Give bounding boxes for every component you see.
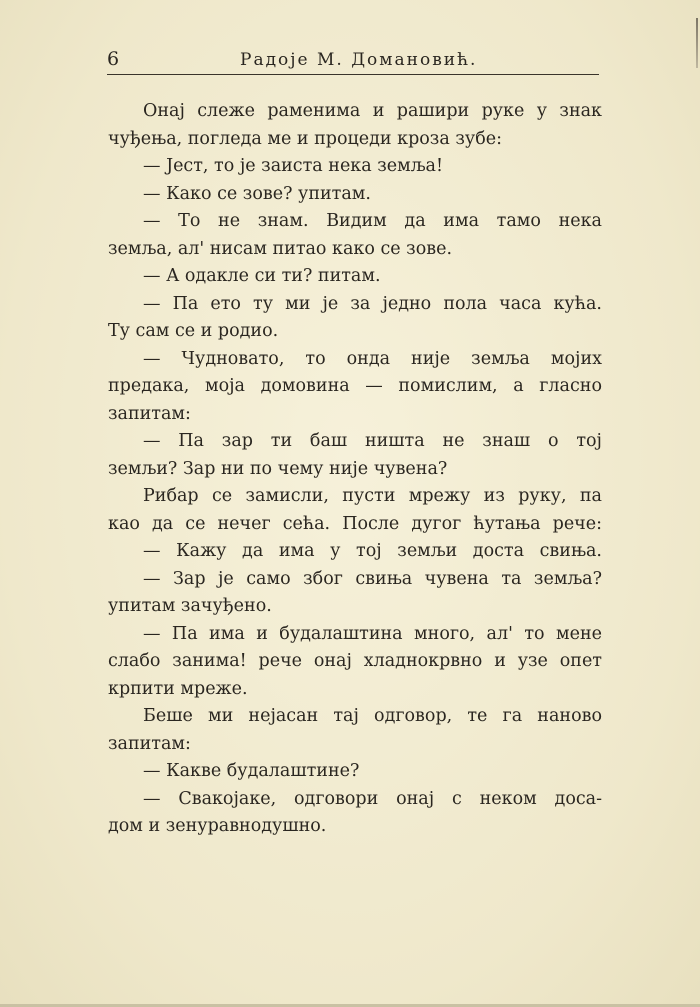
text-line: — Па зар ти баш ништа не знаш о тој: [143, 431, 602, 451]
text-line: Беше ми нејасан тај одговор, те га наново: [143, 706, 602, 726]
text-line: земљи? Зар ни по чему није чувена?: [108, 458, 448, 479]
page-header: [107, 48, 599, 74]
text-line: — Па ето ту ми је за једно пола часа кућа.: [143, 293, 602, 314]
text-line: — Зар је само због свиња чувена та земља?: [143, 568, 602, 589]
body-text: [108, 98, 602, 841]
text-line: Ту сам се и родио.: [108, 321, 279, 341]
text-line: земља, ал' нисам питао како се зове.: [108, 238, 453, 259]
running-head: Радоје М. Домановић.: [240, 50, 478, 70]
text-line: — Па има и будалаштина много, ал' то мене: [143, 623, 602, 644]
text-line: Онај слеже раменима и рашири руке у знак: [143, 101, 602, 121]
text-line: — А одакле си ти? питам.: [143, 266, 381, 286]
text-line: упитам зачуђено.: [108, 596, 272, 616]
text-line: предака, моја домовина — помислим, а гласно: [108, 376, 602, 396]
text-line: слабо занима! рече онај хладнокрвно и узе опет: [108, 651, 602, 671]
page-number: 6: [107, 48, 120, 70]
text-line: — Чудновато, то онда није земља мојих: [143, 348, 602, 369]
text-line: дом и зенуравнодушно.: [108, 816, 327, 836]
text-line: — Јест, то је заиста нека земља!: [143, 156, 443, 176]
text-line: запитам:: [108, 733, 191, 754]
text-line: — То не знам. Видим да има тамо нека: [143, 211, 602, 231]
text-line: — Како се зове? упитам.: [143, 183, 371, 204]
header-rule: [107, 74, 599, 75]
text-line: — Какве будалаштине?: [143, 761, 360, 781]
text-line: запитам:: [108, 403, 191, 424]
text-line: крпити мреже.: [108, 678, 248, 699]
text-line: — Кажу да има у тој земљи доста свиња.: [143, 541, 602, 561]
text-line: Рибар се замисли, пусти мрежу из руку, па: [143, 486, 602, 506]
scan-edge-mark: [696, 18, 698, 68]
text-line: — Свакојаке, одговори онај с неком доса-: [143, 788, 602, 809]
text-line: чуђења, погледа ме и процеди кроза зубе:: [108, 128, 502, 149]
text-line: као да се нечег сећа. После дугог ћутања рече:: [108, 513, 602, 534]
